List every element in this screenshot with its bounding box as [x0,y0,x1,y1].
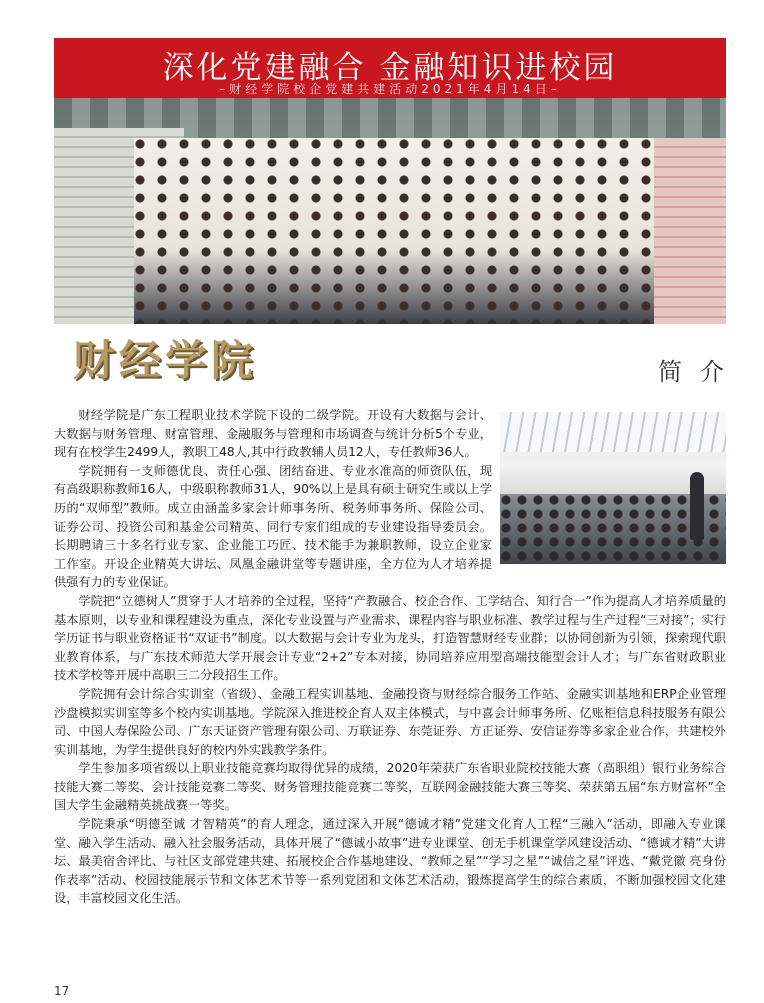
header-banner [54,38,726,98]
section-subtitle: 简介 [658,358,742,386]
paragraph: 学生参加多项省级以上职业技能竞赛均取得优异的成绩，2020年荣获广东省职业院校技能大赛（高职组）银行业务综合技能大赛二等奖、会计技能竞赛二等奖、财务管理技能竞赛二等奖，互联网金融技能大赛三等奖、荣获第五届“东方财富杯”全国大学生金融精英挑战赛一等奖。 [54,761,726,813]
page-number: 17 [54,984,70,998]
paragraph: 学院把“立德树人”贯穿于人才培养的全过程，坚持“产教融合、校企合作、工学结合、知行合一”作为提高人才培养质量的基本原则，以专业和课程建设为重点，深化专业设置与产业需求、课程内容与职业标准、教学过程与生产过程“三对接”；实行学历证书与职业资格证书“双证书”制度。以大数据与会计专业为龙头，打造智慧财经专业群；以协同创新为引领，探索现代职业教育体系，与广东技术师范大学开展会计专业“2+2”专本对接，协同培养应用型高端技能型会计人才；与广东省财政职业技术学校等开展中高职三二分段招生工作。 [54,593,726,683]
article-body [54,406,726,908]
banner-title: 深化党建融合 金融知识进校园 [162,50,618,86]
paragraph: 财经学院是广东工程职业技术学院下设的二级学院。开设有大数据与会计、大数据与财务管理、财富管理、金融服务与管理和市场调查与统计分析5个专业，现有在校学生2499人，教职工48人,其中行政教辅人员12人，专任教师36人。 [54,408,492,460]
paragraph: 学院拥有会计综合实训室（省级）、金融工程实训基地、金融投资与财经综合服务工作站、金融实训基地和ERP企业管理沙盘模拟实训室等多个校内实训基地。学院深入推进校企育人双主体模式，与中喜会计师事务所、亿账柜信息科技服务有限公司、中国人寿保险公司、广东天证资产管理有限公司、万联证券、东莞证券、方正证券、安信证券等多家企业合作，共建校外实训基地，为学生提供良好的校内外实践教学条件。 [54,686,726,757]
banner-subtitle: –财经学院校企党建共建活动2021年4月14日– [219,82,561,96]
paragraph: 学院秉承“明德至诚 才智精英”的育人理念，通过深入开展“德诚才精”党建文化育人工程“三融入”活动，即融入专业课堂、融入学生活动、融入社会服务活动，具体开展了“德诚小故事”进专业课堂、创无手机课堂学风建设活动、“德诚才精”大讲坛、最美宿舍评比、与社区支部党建共建、拓展校企合作基地建设、“教师之星”“学习之星”“诚信之星”评选、“戴党徽 亮身份 作表率”活动、校园技能展示节和文体艺术节等一系列党团和文体艺术活动，锻炼提高学生的综合素质，不断加强校园文化建设，丰富校园文化生活。 [54,817,726,906]
group-photo [54,98,726,324]
section-title: 财经学院 [73,336,258,385]
paragraph: 学院拥有一支师德优良、责任心强、团结奋进、专业水准高的师资队伍，现有高级职称教师16人，中级职称教师31人，90%以上是具有硕士研究生或以上学历的“双师型”教师。成立由涵盖多家会计师事务所、税务师事务所、保险公司、证券公司、投资公司和基金公司精英、同行专家们组成的专业建设指导委员会。长期聘请三十多名行业专家、企业能工巧匠、技术能手为兼职教师，设立企业家工作室。开设企业精英大讲坛、凤凰金融讲堂等专题讲座，全方位为人才培养提供强有力的专业保证。 [54,463,492,590]
